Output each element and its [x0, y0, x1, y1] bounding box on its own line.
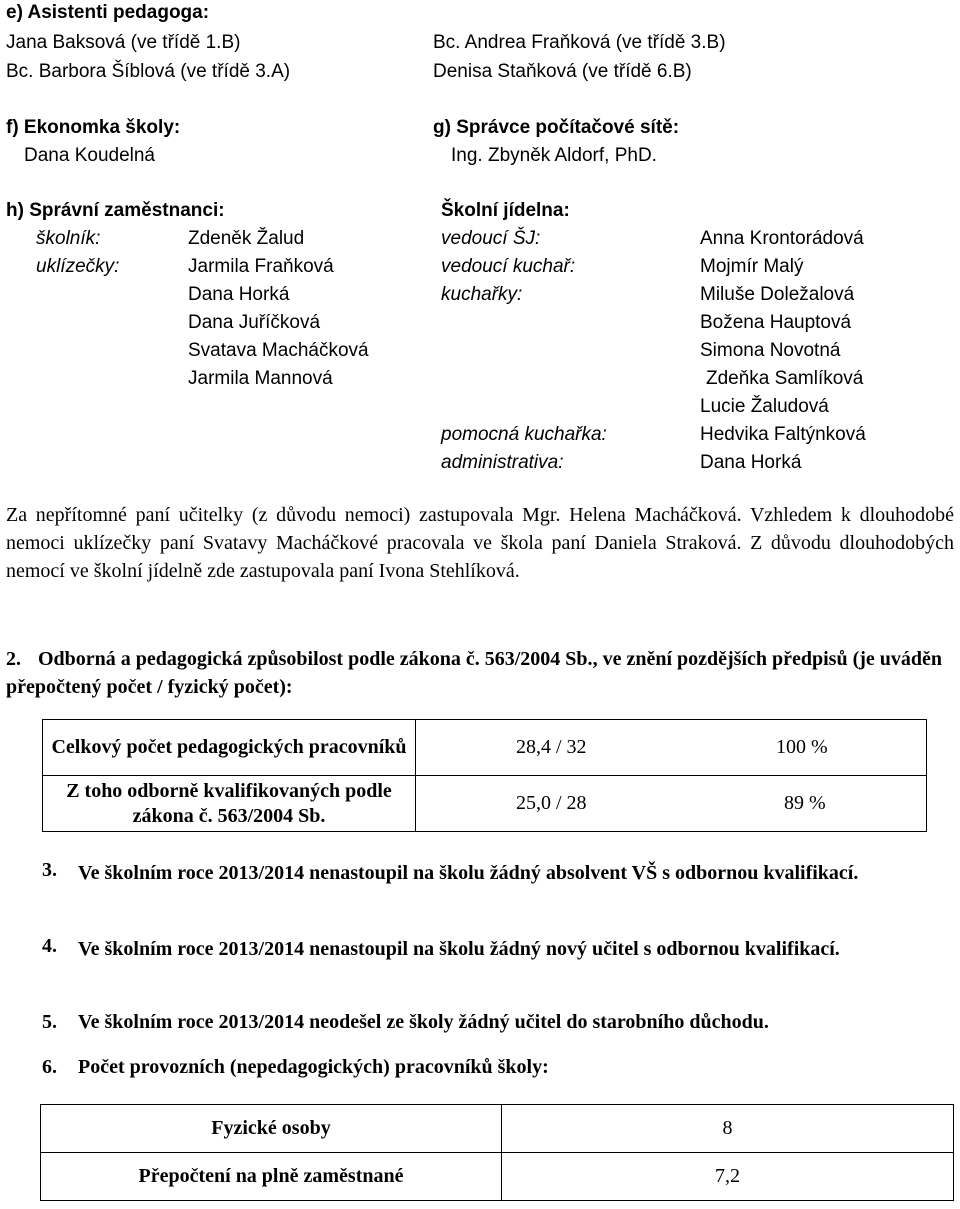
assistant-name: Jana Baksová (ve třídě 1.B) — [6, 32, 241, 53]
section-2-subtitle: , ve znění pozdějších předpisů (je uváděn přepočtený počet / fyzický počet): — [6, 648, 943, 698]
table-cell-label: Z toho odborně kvalifikovaných podle zákona č. 563/2004 Sb. — [43, 776, 416, 832]
item-number: 5. — [42, 1011, 57, 1033]
role-label: školník: — [36, 228, 101, 249]
table-row — [43, 776, 927, 832]
role-label: vedoucí ŠJ: — [441, 228, 541, 249]
table-cell-label: Fyzické osoby — [41, 1105, 502, 1153]
item-number: 4. — [42, 935, 57, 957]
operational-staff-table — [40, 1104, 954, 1201]
section-2-heading — [6, 645, 954, 701]
assistant-name: Bc. Barbora Šíblová (ve třídě 3.A) — [6, 61, 291, 82]
role-label: administrativa: — [441, 452, 564, 473]
staff-name: Miluše Doležalová — [700, 284, 855, 305]
table-row — [41, 1105, 954, 1153]
section-h-heading: h) Správní zaměstnanci: — [6, 200, 225, 221]
section-2-title: Odborná a pedagogická způsobilost podle zákona č. 563/2004 Sb. — [38, 648, 593, 670]
role-label: pomocná kuchařka: — [441, 424, 607, 445]
staff-name: Svatava Macháčková — [188, 340, 369, 361]
table-cell-value: 8 — [502, 1105, 954, 1153]
staff-name: Mojmír Malý — [700, 256, 804, 277]
section-f-heading: f) Ekonomka školy: — [6, 117, 181, 138]
table-cell-percent: 100 % — [736, 720, 927, 776]
substitution-paragraph: Za nepřítomné paní učitelky (z důvodu nemoci) zastupovala Mgr. Helena Macháčková. Vzhledem k dlouhodobé nemoci uklízečky paní Svatavy Macháčkové pracovala ve škola paní Daniela Straková. Z důvodu dlouhodobých nemocí ve školní jídelně zde zastupovala paní Ivona Stehlíková. — [6, 504, 954, 582]
role-label: kuchařky: — [441, 284, 523, 305]
staff-name: Jarmila Mannová — [188, 368, 333, 389]
staff-name: Lucie Žaludová — [700, 396, 829, 417]
staff-name: Dana Juříčková — [188, 312, 321, 333]
staff-name: Zdeněk Žalud — [188, 228, 305, 249]
table-cell-value: 7,2 — [502, 1153, 954, 1201]
economist-name: Dana Koudelná — [24, 145, 155, 166]
table-row — [41, 1153, 954, 1201]
item-text: Ve školním roce 2013/2014 nenastoupil na školu žádný absolvent VŠ s odbornou kvalifikací. — [78, 862, 859, 884]
network-admin-name: Ing. Zbyněk Aldorf, PhD. — [451, 145, 657, 166]
table-cell-percent: 89 % — [736, 776, 927, 832]
staff-name: Hedvika Faltýnková — [700, 424, 866, 445]
section-number: 2. — [6, 648, 21, 670]
staff-name: Zdeňka Samlíková — [706, 368, 864, 389]
assistant-name: Denisa Staňková (ve třídě 6.B) — [433, 61, 692, 82]
item-number: 3. — [42, 859, 57, 881]
staff-name: Anna Krontorádová — [700, 228, 864, 249]
item-text: Ve školním roce 2013/2014 nenastoupil na školu žádný nový učitel s odbornou kvalifikací. — [78, 938, 840, 960]
table-row — [43, 720, 927, 776]
table-cell-value: 28,4 / 32 — [416, 720, 737, 776]
table-cell-label: Přepočtení na plně zaměstnané — [41, 1153, 502, 1201]
assistant-name: Bc. Andrea Fraňková (ve třídě 3.B) — [433, 32, 726, 53]
canteen-heading: Školní jídelna: — [441, 200, 570, 221]
qualification-table — [42, 719, 927, 832]
staff-name: Simona Novotná — [700, 340, 841, 361]
staff-name: Jarmila Fraňková — [188, 256, 334, 277]
role-label: vedoucí kuchař: — [441, 256, 576, 277]
item-text: Ve školním roce 2013/2014 neodešel ze školy žádný učitel do starobního důchodu. — [78, 1011, 769, 1033]
role-label: uklízečky: — [36, 256, 120, 277]
section-g-heading: g) Správce počítačové sítě: — [433, 117, 680, 138]
staff-name: Božena Hauptová — [700, 312, 852, 333]
table-cell-value: 25,0 / 28 — [416, 776, 737, 832]
staff-name: Dana Horká — [188, 284, 290, 305]
item-text: Počet provozních (nepedagogických) pracovníků školy: — [78, 1056, 549, 1078]
table-cell-label: Celkový počet pedagogických pracovníků — [43, 720, 416, 776]
staff-name: Dana Horká — [700, 452, 802, 473]
section-e-heading: e) Asistenti pedagoga: — [6, 2, 210, 23]
item-number: 6. — [42, 1056, 57, 1078]
